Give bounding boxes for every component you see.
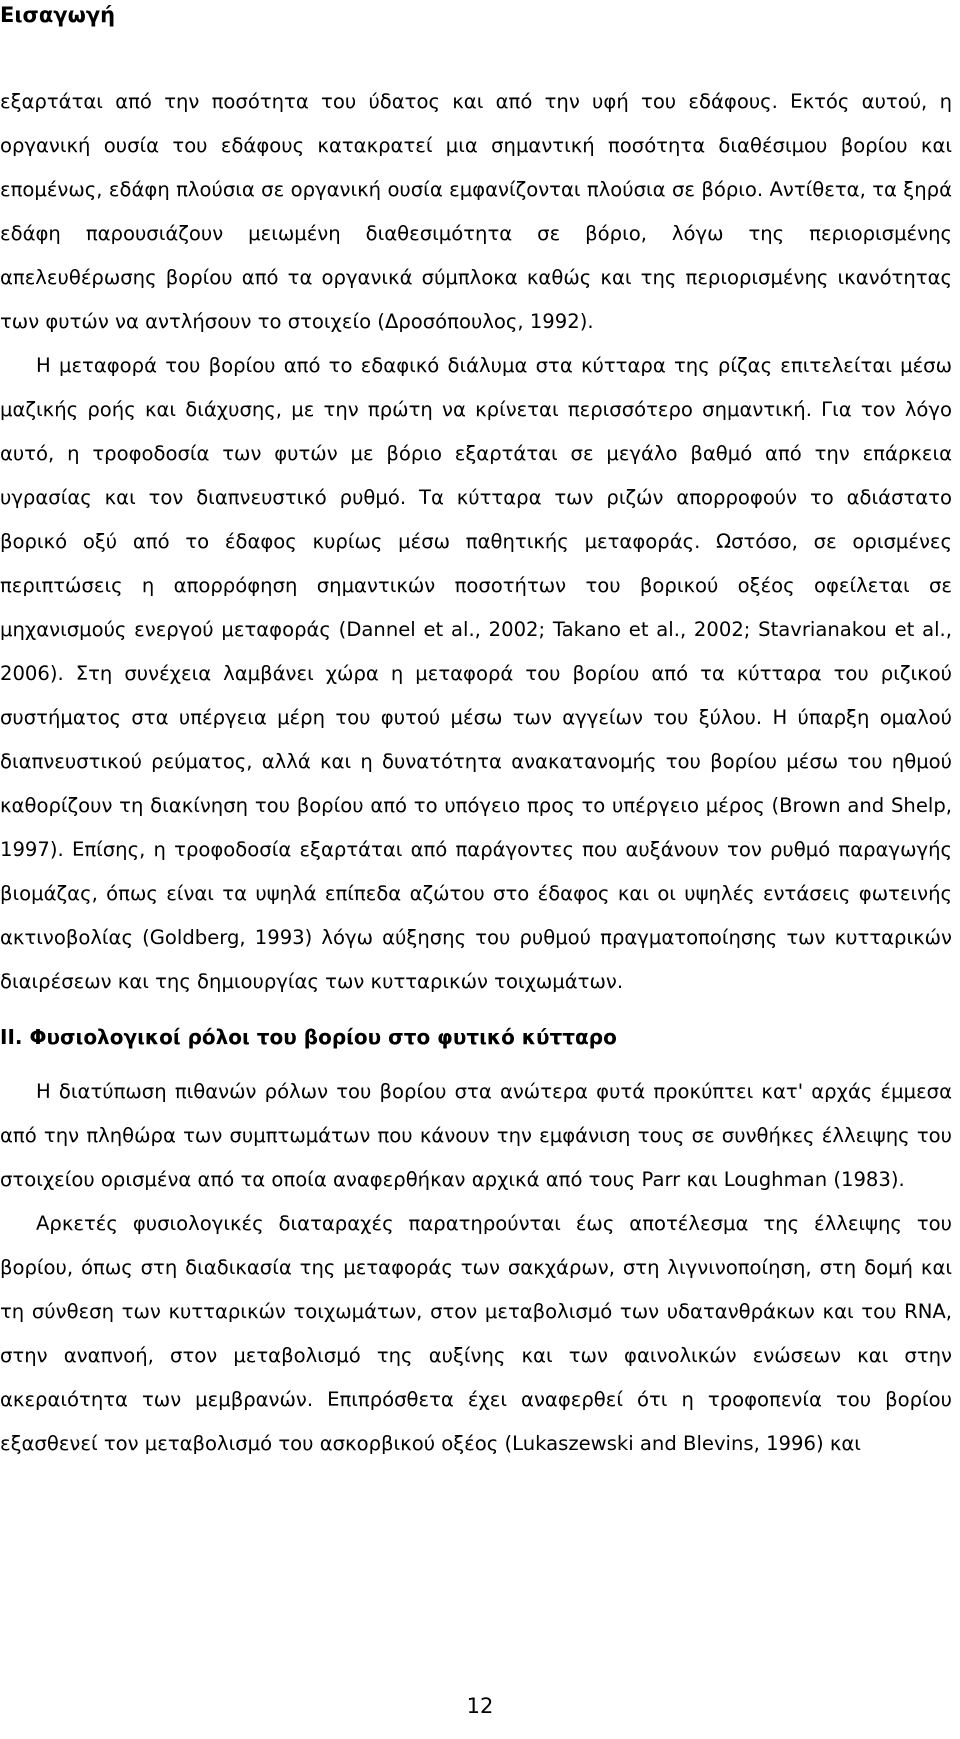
paragraph: εξαρτάται από την ποσότητα του ύδατος και από την υφή του εδάφους. Εκτός αυτού, η οργανική ουσία του εδάφους κατακρατεί μια σημαντική ποσότητα διαθέσιμου βορίου και επομένως, εδάφη πλούσια σε οργανική ουσία εμφανίζονται πλούσια σε βόριο. Αντίθετα, τα ξηρά εδάφη παρουσιάζουν μειωμένη διαθεσιμότητα σε βόριο, λόγω της περιορισμένης απελευθέρωσης βορίου από τα οργανικά σύμπλοκα καθώς και της περιορισμένης ικανότητας των φυτών να αντλήσουν το στοιχείο (Δροσόπουλος, 1992).: [0, 90, 952, 333]
paragraph: Αρκετές φυσιολογικές διαταραχές παρατηρούνται έως αποτέλεσμα της έλλειψης του βορίου, όπως στη διαδικασία της μεταφοράς των σακχάρων, στη λιγνινοποίηση, στη δομή και τη σύνθεση των κυτταρικών τοιχωμάτων, στον μεταβολισμό των υδατανθράκων και του RNA, στην αναπνοή, στον μεταβολισμό της αυξίνης και των φαινολικών ενώσεων και στην ακεραιότητα των μεμβρανών. Επιπρόσθετα έχει αναφερθεί ότι η τροφοπενία του βορίου εξασθενεί τον μεταβολισμό του ασκορβικού οξέος (Lukaszewski and Blevins, 1996) και: [0, 1212, 952, 1455]
paragraph: Η μεταφορά του βορίου από το εδαφικό διάλυμα στα κύτταρα της ρίζας επιτελείται μέσω μαζικής ροής και διάχυσης, με την πρώτη να κρίνεται περισσότερο σημαντική. Για τον λόγο αυτό, η τροφοδοσία των φυτών με βόριο εξαρτάται σε μεγάλο βαθμό από την επάρκεια υγρασίας και τον διαπνευστικό ρυθμό. Τα κύτταρα των ριζών απορροφούν το αδιάστατο βορικό οξύ από το έδαφος κυρίως μέσω παθητικής μεταφοράς. Ωστόσο, σε ορισμένες περιπτώσεις η απορρόφηση σημαντικών ποσοτήτων του βορικού οξέος οφείλεται σε μηχανισμούς ενεργού μεταφοράς (Dannel et al., 2002; Takano et al., 2002; Stavrianakou et al., 2006). Στη συνέχεια λαμβάνει χώρα η μεταφορά του βορίου από τα κύτταρα του ριζικού συστήματος στα υπέργεια μέρη του φυτού μέσω των αγγείων του ξύλου. Η ύπαρξη ομαλού διαπνευστικού ρεύματος, αλλά και η δυνατότητα ανακατανομής του βορίου μέσω του ηθμού καθορίζουν τη διακίνηση του βορίου από το υπόγειο προς το υπέργειο μέρος (Brown and Shelp, 1997). Επίσης, η τροφοδοσία εξαρτάται από παράγοντες που αυξάνουν τον ρυθμό παραγωγής βιομάζας, όπως είναι τα υψηλά επίπεδα αζώτου στο έδαφος και οι υψηλές εντάσεις φωτεινής ακτινοβολίας (Goldberg, 1993) λόγω αύξησης του ρυθμού πραγματοποίησης των κυτταρικών διαιρέσεων και της δημιουργίας των κυτταρικών τοιχωμάτων.: [0, 354, 952, 993]
running-header: Εισαγωγή: [0, 3, 116, 27]
section-heading: II. Φυσιολογικοί ρόλοι του βορίου στο φυτικό κύτταρο: [0, 1025, 617, 1049]
body-text: [0, 80, 952, 1466]
page-number: 12: [466, 1694, 494, 1718]
paragraph: Η διατύπωση πιθανών ρόλων του βορίου στα ανώτερα φυτά προκύπτει κατ' αρχάς έμμεσα από την πληθώρα των συμπτωμάτων που κάνουν την εμφάνιση τους σε συνθήκες έλλειψης του στοιχείου ορισμένα από τα οποία αναφερθήκαν αρχικά από τους Parr και Loughman (1983).: [0, 1080, 952, 1191]
